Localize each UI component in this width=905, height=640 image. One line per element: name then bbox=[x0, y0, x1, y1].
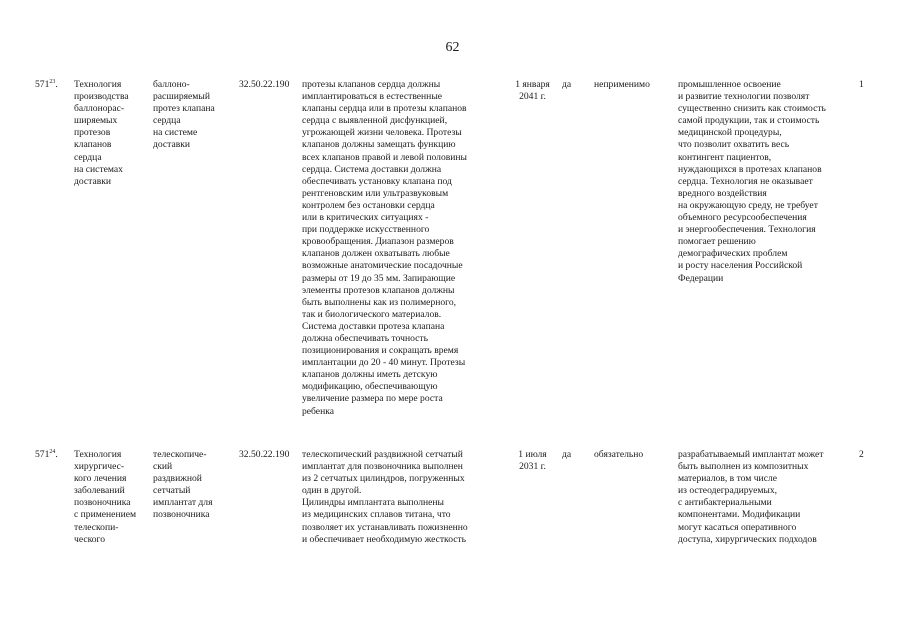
technology-name: Технология хирургичес- кого лечения заболеваний позвоночника с применением телескопи- ческого bbox=[74, 449, 137, 545]
technology-description: промышленное освоение и развитие технологии позволят существенно снизить как стоимость самой продукции, так и стоимость медицинской процедуры, что позволит охватить весь контингент пациентов, нуждающихся в протезах клапанов сердца. Технология не оказывает вредного воздействия на окружающую среду, не требует объемного ресурсообеспечения и энергообеспечения. Технология помогает решению демографических проблем и росту населения Российской Федерации bbox=[678, 79, 826, 284]
priority-level: 1 bbox=[859, 79, 864, 90]
technology-description: разрабатываемый имплантат может быть выполнен из композитных материалов, в том числе из остеодеградируемых, с антибактериальными компонентами. Модификации могут касаться оперативного доступа, хирургических подходов bbox=[678, 449, 824, 545]
product-name: телескопиче- ский раздвижной сетчатый имплантат для позвоночника bbox=[153, 449, 213, 521]
product-requirements: протезы клапанов сердца должны имплантироваться в естественные клапаны сердца или в протезы клапанов сердца с выявленной дисфункцией, угрожающей жизни человека. Протезы клапанов должны замещать функцию всех клапанов правой и левой половины сердца. Система доставки должна обеспечивать установку клапана под рентгеновским или ультразвуковым контролем без остановки сердца или в критических ситуациях - при поддержке искусственного кровообращения. Диапазон размеров клапанов должен охватывать любые возможные анатомические посадочные размеры от 19 до 35 мм. Запирающие элементы протезов клапанов должны быть выполнены как из полимерного, так и биологического материалов. Система доставки протеза клапана должна обеспечивать точность позиционирования и сокращать время имплантации до 20 - 40 минут. Протезы клапанов должны иметь детскую модификацию, обеспечивающую увеличение размера по мере роста ребенка bbox=[302, 79, 467, 417]
product-name: баллоно- расширяемый протез клапана сердца на системе доставки bbox=[153, 79, 215, 151]
product-requirements: телескопический раздвижной сетчатый имплантат для позвоночника выполнен из 2 сетчатых цилиндров, погруженных один в другой. Цилиндры имплантата выполнены из медицинских сплавов титана, что позволяет их устанавливать пожизненно и обеспечивает необходимую жесткость bbox=[302, 449, 468, 545]
flag-value: да bbox=[562, 79, 572, 90]
okpd-code: 32.50.22.190 bbox=[239, 449, 290, 460]
flag-value: да bbox=[562, 449, 572, 460]
deadline-date: 1 июля 2031 г. bbox=[518, 449, 547, 473]
row-number: $571^{23}$. bbox=[35, 79, 58, 90]
page-number: 62 bbox=[445, 40, 460, 55]
priority-level: 2 bbox=[859, 449, 864, 460]
row-number-superscript: 23 bbox=[49, 79, 56, 85]
row-number: $571^{24}$. bbox=[35, 449, 58, 460]
technology-name: Технология производства баллонорас- ширяемых протезов клапанов сердца на системах доставки bbox=[74, 79, 129, 187]
obligation-status: обязательно bbox=[594, 449, 644, 460]
obligation-status: неприменимо bbox=[594, 79, 650, 90]
okpd-code: 32.50.22.190 bbox=[239, 79, 290, 90]
row-number-superscript: 24 bbox=[49, 449, 56, 455]
deadline-date: 1 января 2041 г. bbox=[515, 79, 550, 103]
